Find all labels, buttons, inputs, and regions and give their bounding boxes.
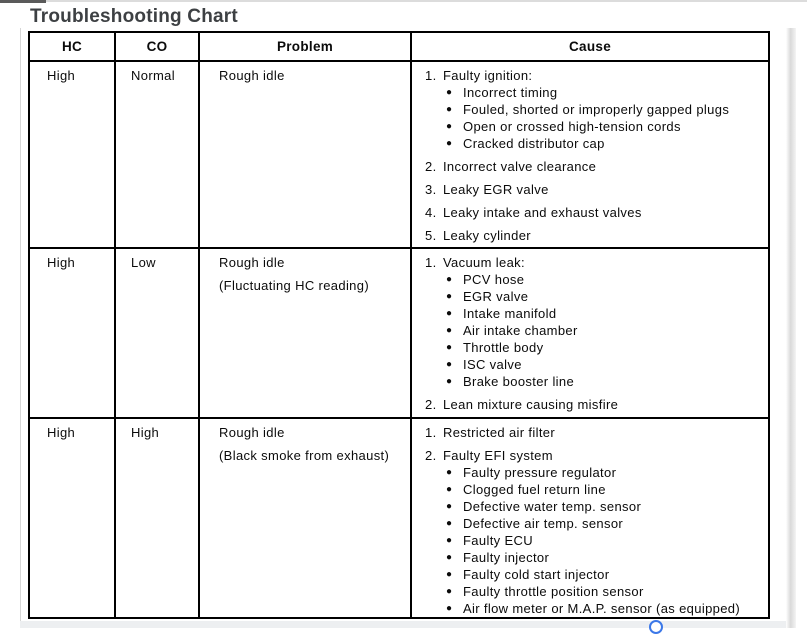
table-row <box>30 419 768 617</box>
page-title: Troubleshooting Chart <box>30 6 238 27</box>
problem-note: (Black smoke from exhaust) <box>219 448 390 463</box>
cause-bullet: ● Intake manifold <box>425 305 762 322</box>
cause-item <box>425 227 762 244</box>
header-co: CO <box>116 33 200 60</box>
cause-bullet: ● Incorrect timing <box>425 84 762 101</box>
cause-item <box>425 204 762 221</box>
sheet-right-shadow <box>786 28 796 628</box>
cause-cell <box>412 419 768 617</box>
cause-item <box>425 181 762 198</box>
table-row <box>30 62 768 249</box>
cause-item <box>425 158 762 175</box>
top-divider-line <box>0 0 807 2</box>
co-value: Normal <box>116 62 200 247</box>
cause-bullet: ● Air intake chamber <box>425 322 762 339</box>
cause-head: 1. Faulty ignition: <box>425 68 533 83</box>
troubleshooting-table <box>28 31 770 619</box>
problem-note: (Fluctuating HC reading) <box>219 278 370 293</box>
cause-bullet: ● Fouled, shorted or improperly gapped plugs <box>425 101 762 118</box>
table-row <box>30 249 768 419</box>
cause-bullet: ● Cracked distributor cap <box>425 135 762 152</box>
co-value: High <box>116 419 200 617</box>
cause-head: 4. Leaky intake and exhaust valves <box>425 205 642 220</box>
cause-item <box>425 447 762 617</box>
cause-bullet: ● Faulty ECU <box>425 532 762 549</box>
cause-bullet: ● Throttle body <box>425 339 762 356</box>
cause-bullet: ● Faulty injector <box>425 549 762 566</box>
header-cause: Cause <box>568 39 612 54</box>
cause-bullet: ● Defective water temp. sensor <box>425 498 762 515</box>
cause-item <box>425 396 762 413</box>
cause-bullet: ● PCV hose <box>425 271 762 288</box>
scan-artifact-mark <box>0 0 46 3</box>
problem-cell <box>200 249 412 417</box>
cause-bullet: ● Clogged fuel return line <box>425 481 762 498</box>
cause-bullet: ● ISC valve <box>425 356 762 373</box>
cause-bullet: ● EGR valve <box>425 288 762 305</box>
cause-cell <box>412 62 768 247</box>
cause-head: 2. Faulty EFI system <box>425 448 553 463</box>
cause-item <box>425 254 762 390</box>
cause-head: 3. Leaky EGR valve <box>425 182 549 197</box>
cause-bullet: ● Faulty pressure regulator <box>425 464 762 481</box>
cause-head: 2. Incorrect valve clearance <box>425 159 597 174</box>
hc-value: High <box>30 249 116 417</box>
problem-cell <box>200 62 412 247</box>
problem-text: Rough idle <box>219 255 285 270</box>
cause-bullet: ● Brake booster line <box>425 373 762 390</box>
problem-text: Rough idle <box>219 68 285 83</box>
hc-value: High <box>30 419 116 617</box>
hc-value: High <box>30 62 116 247</box>
cause-item <box>425 67 762 152</box>
problem-text: Rough idle <box>219 425 285 440</box>
cause-bullet: ● Air flow meter or M.A.P. sensor (as equipped) <box>425 600 762 617</box>
table-header-row <box>30 33 768 62</box>
cause-bullet: ● Faulty throttle position sensor <box>425 583 762 600</box>
cause-head: 5. Leaky cylinder <box>425 228 531 243</box>
co-value: Low <box>116 249 200 417</box>
cause-item <box>425 424 762 441</box>
problem-cell <box>200 419 412 617</box>
cause-bullet: ● Defective air temp. sensor <box>425 515 762 532</box>
cause-head: 1. Vacuum leak: <box>425 255 525 270</box>
cause-head: 1. Restricted air filter <box>425 425 556 440</box>
bottom-strip <box>20 621 786 628</box>
cause-bullet: ● Faulty cold start injector <box>425 566 762 583</box>
blue-circle-icon[interactable] <box>649 620 663 634</box>
header-hc: HC <box>30 33 116 60</box>
header-problem: Problem <box>200 33 412 60</box>
cause-bullet: ● Open or crossed high-tension cords <box>425 118 762 135</box>
cause-cell <box>412 249 768 417</box>
sheet-left-edge <box>20 28 21 628</box>
cause-head: 2. Lean mixture causing misfire <box>425 397 619 412</box>
